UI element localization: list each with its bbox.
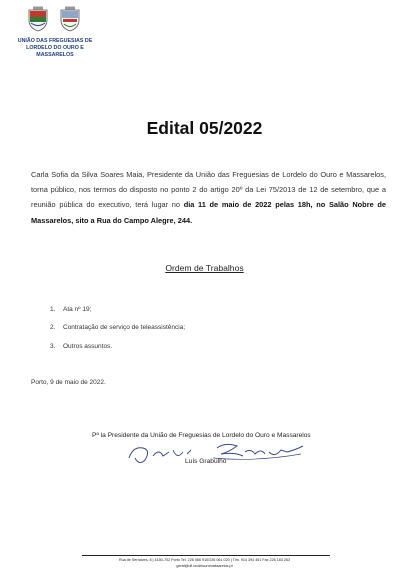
agenda-heading: Ordem de Trabalhos [165, 263, 244, 273]
footer-email: geral@ufl.lordelouromassarelos.pt [176, 564, 233, 568]
org-line-2: LORDELO DO OURO E MASSARELOS [26, 45, 84, 58]
document-title: Edital 05/2022 [146, 118, 263, 138]
agenda-item [50, 324, 185, 331]
agenda-item-number: 3. [50, 343, 56, 350]
agenda-item-number: 2. [50, 324, 56, 331]
body-bold-text: dia 11 de maio de 2022 pelas 18h, no Salão Nobre de Massarelos, sito a Rua do Campo Alegre, 244. [31, 200, 386, 225]
date-line: Porto, 9 de maio de 2022. [31, 379, 106, 386]
agenda-item-text: Outros assuntos. [63, 343, 113, 350]
left-crest-icon [27, 6, 49, 32]
org-line-1: UNIÃO DAS FREGUESIAS DE [17, 38, 93, 44]
footer-contact: Rua de Serralves, 8 | 4150-702 Porto Tel. 226 066 910/226 061 020 | Tlm. 914 394 461 Fax 226 183 263 [118, 558, 291, 562]
agenda-item-number: 1. [50, 306, 56, 313]
right-crest-icon [59, 6, 81, 32]
organization-name [10, 38, 100, 59]
footer-divider [82, 555, 330, 556]
edital-body [31, 167, 386, 228]
body-text: Carla Sofia da Silva Soares Maia, Presidente da União das Freguesias de Lordelo do Ouro e Massarelos, torna público, nos termos do disposto no ponto 2 do artigo 20º da Lei 75/2013 de 12 de setembro, que a reunião pública do executivo, terá lugar no [31, 170, 386, 210]
agenda-item [50, 306, 91, 313]
agenda-item-text: Contratação de serviço de teleassistência; [63, 324, 186, 331]
agenda-item-text: Ata nº 19; [63, 306, 92, 313]
signature-on-behalf: Pª la Presidente da União de Freguesias de Lordelo do Ouro e Massarelos [92, 432, 311, 439]
signatory-name: Luís Grabulho [185, 458, 227, 465]
agenda-item [50, 343, 112, 350]
